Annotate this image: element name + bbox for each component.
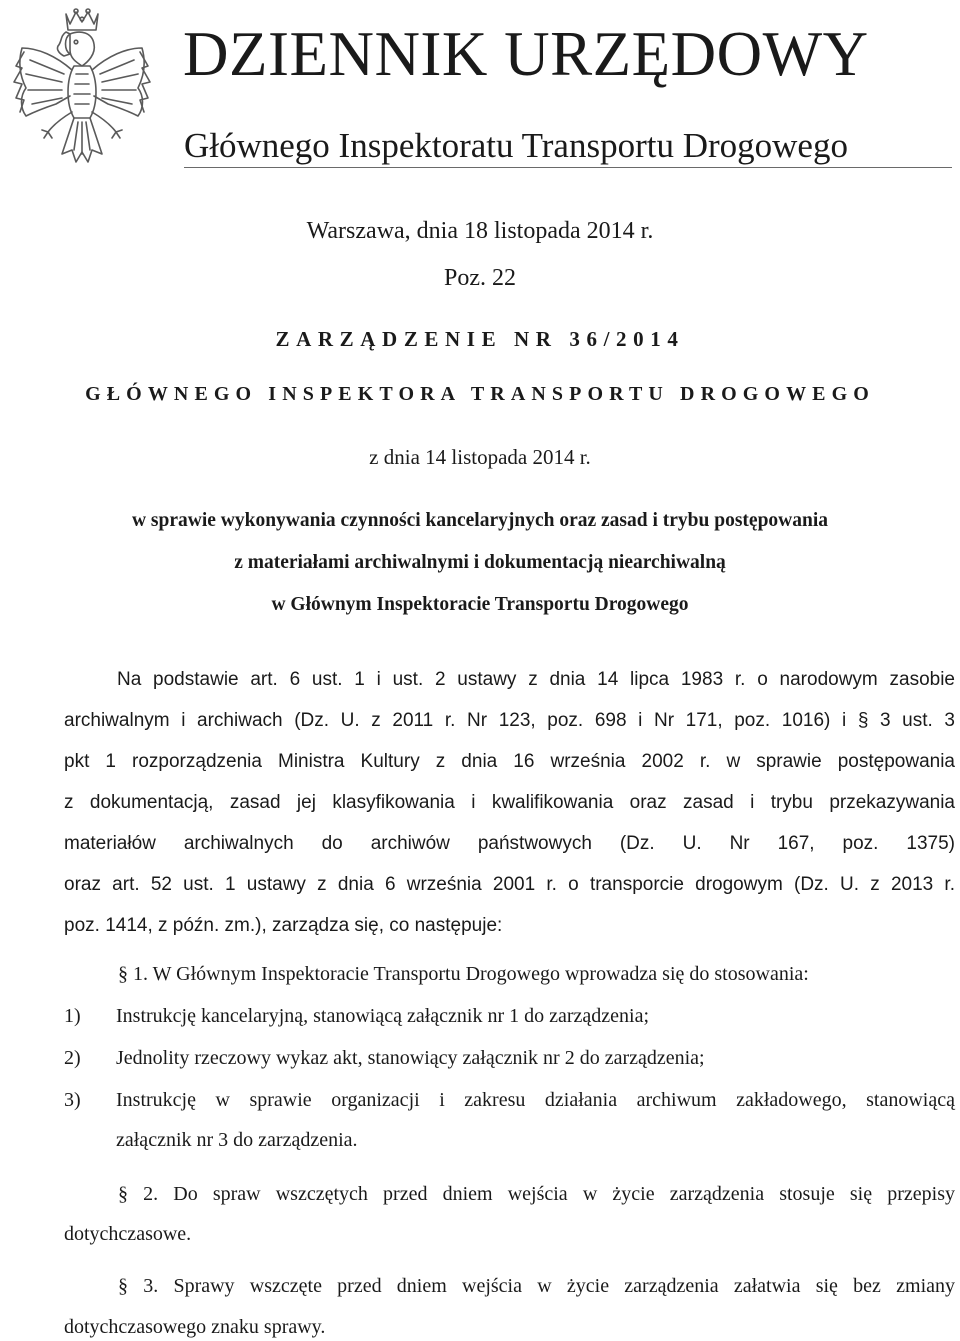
position-number: Poz. 22: [444, 265, 516, 291]
list-item-text: Instrukcję kancelaryjną, stanowiącą załącznik nr 1 do zarządzenia;: [116, 1005, 650, 1027]
preamble-line: materiałów archiwalnych do archiwów państwowych (Dz. U. Nr 167, poz. 1375): [64, 833, 955, 854]
list-item-number: 2): [64, 1047, 81, 1069]
preamble-line: Na podstawie art. 6 ust. 1 i ust. 2 ustawy z dnia 14 lipca 1983 r. o narodowym zasobie: [117, 669, 955, 690]
list-item-text: Jednolity rzeczowy wykaz akt, stanowiący załącznik nr 2 do zarządzenia;: [116, 1047, 705, 1069]
section-3-line: dotychczasowego znaku sprawy.: [64, 1316, 326, 1338]
white-eagle-emblem-icon: [4, 4, 160, 174]
section-1-intro: § 1. W Głównym Inspektoracie Transportu Drogowego wprowadza się do stosowania:: [118, 963, 809, 985]
preamble-line: poz. 1414, z późn. zm.), zarządza się, co następuje:: [64, 915, 503, 936]
section-3-line: § 3. Sprawy wszczęte przed dniem wejścia w życie zarządzenia załatwia się bez zmiany: [118, 1275, 955, 1297]
section-2-line: dotychczasowe.: [64, 1223, 192, 1245]
preamble-line: archiwalnym i archiwach (Dz. U. z 2011 r. Nr 123, poz. 698 i Nr 171, poz. 1016) i § 3 ust. 3: [64, 710, 955, 731]
preamble-line: oraz art. 52 ust. 1 ustawy z dnia 6 września 2001 r. o transporcie drogowym (Dz. U. z 2013 r.: [64, 874, 955, 895]
list-item-number: 1): [64, 1005, 81, 1027]
journal-subtitle: Głównego Inspektoratu Transportu Drogowego: [184, 126, 848, 165]
header-rule: [184, 167, 952, 168]
act-issuer: GŁÓWNEGO INSPEKTORA TRANSPORTU DROGOWEGO: [85, 383, 875, 405]
act-title: ZARZĄDZENIE NR 36/2014: [275, 327, 685, 351]
list-item-number: 3): [64, 1089, 81, 1111]
act-date: z dnia 14 listopada 2014 r.: [369, 445, 591, 469]
journal-title: DZIENNIK URZĘDOWY: [183, 19, 869, 89]
list-item-text: Instrukcję w sprawie organizacji i zakresu działania archiwum zakładowego, stanowiącą: [116, 1089, 955, 1111]
list-item-continuation: załącznik nr 3 do zarządzenia.: [116, 1129, 358, 1151]
place-date: Warszawa, dnia 18 listopada 2014 r.: [306, 218, 654, 244]
section-2-line: § 2. Do spraw wszczętych przed dniem wejścia w życie zarządzenia stosuje się przepisy: [118, 1183, 955, 1205]
act-subject-line: w sprawie wykonywania czynności kancelaryjnych oraz zasad i trybu postępowania: [131, 510, 829, 531]
act-subject-line: z materiałami archiwalnymi i dokumentacją niearchiwalną: [234, 552, 726, 573]
preamble-line: z dokumentacją, zasad jej klasyfikowania i kwalifikowania oraz zasad i trybu przekazywania: [64, 792, 955, 813]
preamble-line: pkt 1 rozporządzenia Ministra Kultury z dnia 16 września 2002 r. w sprawie postępowania: [64, 751, 955, 772]
act-subject-line: w Głównym Inspektoracie Transportu Drogowego: [271, 594, 689, 615]
